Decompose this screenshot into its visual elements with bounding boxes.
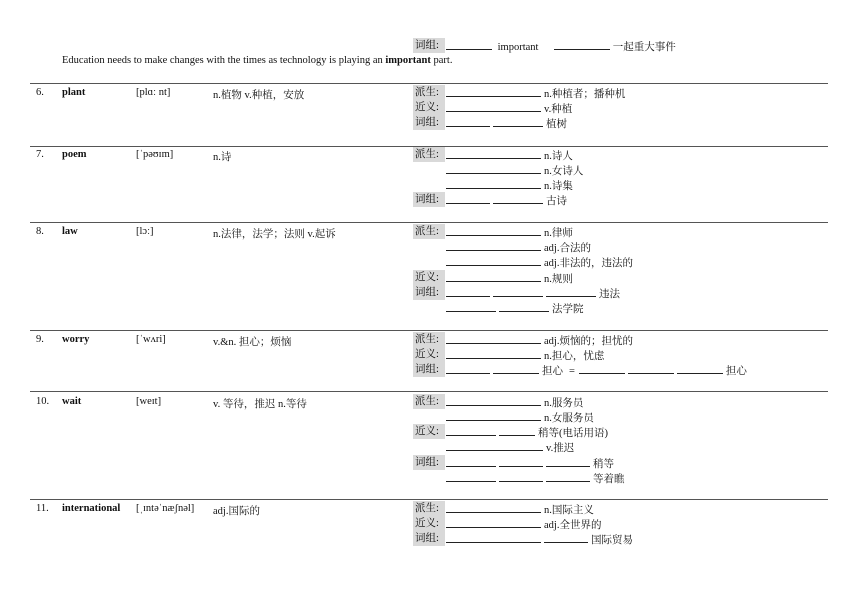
entry-word: wait: [62, 396, 82, 407]
phrase-line: [446, 192, 567, 207]
derivation-line: [446, 239, 591, 254]
line-hint: v.推迟: [546, 443, 575, 454]
derivation-line: [446, 332, 633, 347]
blank[interactable]: [493, 115, 543, 127]
row-divider: [30, 391, 828, 392]
derivation-line: [446, 254, 633, 269]
blank[interactable]: [546, 455, 590, 467]
blank[interactable]: [579, 362, 625, 374]
blank[interactable]: [499, 300, 549, 312]
entry-phonetic: [weɪt]: [136, 396, 162, 407]
line-hint: n.担心，忧虑: [544, 351, 605, 362]
phrase-line: [446, 115, 567, 130]
blank[interactable]: [446, 439, 543, 451]
derivation-label: 派生:: [413, 501, 445, 516]
blank[interactable]: [499, 455, 543, 467]
derivation-line: [446, 85, 625, 100]
blank[interactable]: [677, 362, 723, 374]
phrase-label: 词组:: [413, 455, 445, 470]
blank[interactable]: [446, 147, 541, 159]
synonym-line: [446, 516, 601, 531]
derivation-label: 派生:: [413, 394, 445, 409]
line-hint: n.女诗人: [544, 166, 584, 177]
entry-number: 6.: [36, 87, 44, 98]
blank[interactable]: [446, 531, 541, 543]
entry-definition: v. 等待，推迟 n.等待: [213, 399, 307, 410]
blank[interactable]: [446, 162, 541, 174]
blank[interactable]: [446, 424, 496, 436]
blank[interactable]: [446, 409, 541, 421]
phrase-meaning: 一起重大事件: [612, 42, 676, 53]
derivation-line: [446, 501, 594, 516]
line-hint: 违法: [599, 289, 620, 300]
entry-word: plant: [62, 87, 86, 98]
line-hint: 国际贸易: [591, 535, 633, 546]
entry-definition: n.法律，法学；法则 v.起诉: [213, 229, 336, 240]
line-hint: adj.全世界的: [544, 520, 602, 531]
phrase-line: [446, 300, 584, 315]
phrase-label: 词组:: [413, 192, 445, 207]
derivation-line: [446, 394, 583, 409]
entry-definition: n.诗: [213, 152, 232, 163]
synonym-label: 近义:: [413, 516, 445, 531]
line-hint: 古诗: [546, 196, 567, 207]
blank[interactable]: [446, 85, 541, 97]
synonym-label: 近义:: [413, 100, 445, 115]
phrase-line: [446, 362, 747, 377]
blank[interactable]: [446, 300, 496, 312]
derivation-label: 派生:: [413, 332, 445, 347]
blank[interactable]: [446, 100, 541, 112]
blank[interactable]: [446, 254, 541, 266]
synonym-line: [446, 347, 604, 362]
blank[interactable]: [446, 224, 541, 236]
blank[interactable]: [493, 192, 543, 204]
entry-number: 11.: [36, 503, 49, 514]
blank[interactable]: [493, 362, 539, 374]
synonym-line: [446, 439, 574, 454]
entry-word: worry: [62, 334, 90, 345]
blank[interactable]: [446, 455, 496, 467]
row-divider: [30, 83, 828, 84]
entry-definition: adj.国际的: [213, 506, 260, 517]
blank[interactable]: [446, 239, 541, 251]
entry-number: 7.: [36, 149, 44, 160]
example-text: Education needs to make changes with the times as technology is playing an: [62, 55, 386, 66]
entry-word: poem: [62, 149, 87, 160]
phrase-line: [446, 455, 614, 470]
row-divider: [30, 222, 828, 223]
entry-number: 8.: [36, 226, 44, 237]
entry-word: law: [62, 226, 78, 237]
entry-word: international: [62, 503, 121, 514]
blank[interactable]: [446, 115, 490, 127]
entry-number: 9.: [36, 334, 44, 345]
phrase-line: [446, 531, 633, 546]
phrase-label: 词组:: [413, 115, 445, 130]
derivation-line: [446, 224, 573, 239]
derivation-line: [446, 147, 573, 162]
phrase-label: 词组:: [413, 531, 445, 546]
blank[interactable]: [499, 424, 535, 436]
example-text: part.: [430, 55, 453, 66]
line-hint: adj.非法的，违法的: [544, 258, 633, 269]
derivation-label: 派生:: [413, 147, 445, 162]
blank[interactable]: [446, 501, 541, 513]
synonym-label: 近义:: [413, 347, 445, 362]
entry-definition: n.植物 v.种植，安放: [213, 90, 305, 101]
phrase-line: [446, 285, 620, 300]
row-divider: [30, 330, 828, 331]
line-hint: 稍等: [593, 459, 614, 470]
synonym-line: [446, 270, 573, 285]
synonym-label: 近义:: [413, 270, 445, 285]
line-hint: 担心: [725, 366, 747, 377]
blank[interactable]: [446, 347, 541, 359]
line-hint: n.诗人: [544, 151, 573, 162]
blank[interactable]: [446, 394, 541, 406]
phrase-label: 词组:: [413, 362, 445, 377]
blank[interactable]: [446, 270, 541, 282]
blank[interactable]: [546, 285, 596, 297]
derivation-label: 派生:: [413, 224, 445, 239]
line-hint: 法学院: [552, 304, 584, 315]
line-hint: n.种植者；播种机: [544, 89, 626, 100]
phrase-label: 词组:: [413, 285, 445, 300]
blank[interactable]: [446, 470, 496, 482]
line-hint: v.种植: [544, 104, 573, 115]
blank[interactable]: [446, 516, 541, 528]
line-hint: n.国际主义: [544, 505, 594, 516]
row-divider: [30, 499, 828, 500]
entry-definition: v.&n. 担心；烦恼: [213, 337, 292, 348]
phrase-line: [446, 38, 676, 53]
blank[interactable]: [446, 38, 492, 50]
line-hint: adj.烦恼的；担忧的: [544, 336, 633, 347]
line-hint: n.诗集: [544, 181, 573, 192]
derivation-line: [446, 177, 573, 192]
equals-sign: =: [569, 366, 575, 377]
derivation-label: 派生:: [413, 85, 445, 100]
entry-phonetic: [ˌɪntəˈnæʃnəl]: [136, 503, 195, 514]
entry-phonetic: [ˈwʌri]: [136, 334, 166, 345]
phrase-word: important: [497, 42, 539, 53]
line-hint: adj.合法的: [544, 243, 591, 254]
line-hint: n.女服务员: [544, 413, 594, 424]
blank[interactable]: [499, 470, 543, 482]
line-hint: 担心: [542, 366, 563, 377]
phrase-line: [446, 470, 625, 485]
entry-phonetic: [lɔː]: [136, 226, 154, 237]
entry-phonetic: [plɑː nt]: [136, 87, 171, 98]
example-sentence: [62, 55, 452, 66]
blank[interactable]: [446, 332, 541, 344]
line-hint: 稍等(电话用语): [538, 428, 608, 439]
line-hint: 等着瞧: [593, 474, 625, 485]
synonym-line: [446, 424, 608, 439]
blank[interactable]: [544, 531, 588, 543]
line-hint: 植树: [546, 119, 567, 130]
blank[interactable]: [446, 177, 541, 189]
derivation-line: [446, 162, 583, 177]
entry-number: 10.: [36, 396, 50, 407]
entry-phonetic: [ˈpəʊɪm]: [136, 149, 174, 160]
example-bold-word: important: [385, 55, 431, 66]
blank[interactable]: [628, 362, 674, 374]
blank[interactable]: [446, 285, 490, 297]
line-hint: n.服务员: [544, 398, 584, 409]
blank[interactable]: [546, 470, 590, 482]
phrase-label: 词组:: [413, 38, 445, 53]
blank[interactable]: [446, 362, 490, 374]
synonym-line: [446, 100, 572, 115]
blank[interactable]: [493, 285, 543, 297]
line-hint: n.规则: [544, 274, 573, 285]
synonym-label: 近义:: [413, 424, 445, 439]
line-hint: n.律师: [544, 228, 573, 239]
derivation-line: [446, 409, 594, 424]
blank[interactable]: [554, 38, 610, 50]
blank[interactable]: [446, 192, 490, 204]
